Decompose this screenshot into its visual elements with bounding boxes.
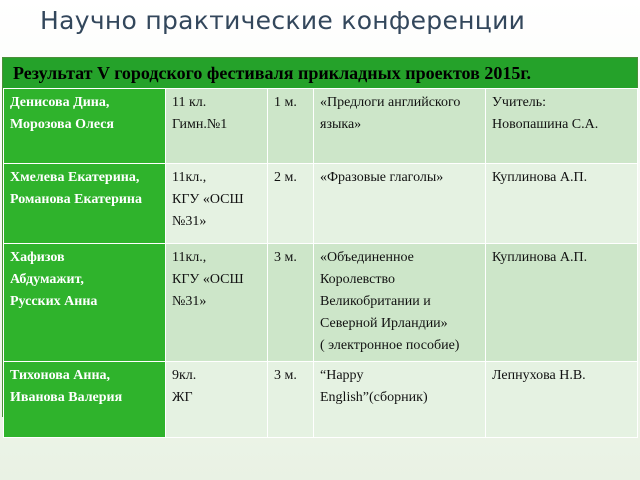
topic-cell	[314, 244, 486, 362]
results-table	[2, 57, 638, 417]
teacher-cell	[486, 164, 638, 244]
participants-cell	[4, 362, 166, 438]
topic-line: Великобритании и	[320, 294, 431, 309]
class-line: Гимн.№1	[172, 117, 228, 132]
topic-line: Королевство	[320, 272, 396, 287]
class-cell	[166, 362, 268, 438]
class-line: ЖГ	[172, 390, 193, 405]
participant-name: Иванова Валерия	[10, 390, 123, 405]
teacher-cell	[486, 244, 638, 362]
class-line: 11 кл.	[172, 95, 207, 110]
class-line: №31»	[172, 214, 207, 229]
table-row	[4, 164, 638, 244]
place-value: 3 м.	[274, 368, 297, 383]
class-line: КГУ «ОСШ	[172, 272, 244, 287]
class-cell	[166, 164, 268, 244]
topic-line: «Объединенное	[320, 250, 414, 265]
class-line: №31»	[172, 294, 207, 309]
participants-cell	[4, 244, 166, 362]
class-line: 11кл.,	[172, 250, 207, 265]
topic-line: “Happy	[320, 368, 364, 383]
participants-cell	[4, 164, 166, 244]
table-row	[4, 89, 638, 164]
class-cell	[166, 89, 268, 164]
teacher-line: Лепнухова Н.В.	[492, 368, 586, 383]
topic-line: ( электронное пособие)	[320, 338, 460, 353]
class-line: 9кл.	[172, 368, 197, 383]
topic-line: языка»	[320, 117, 362, 132]
topic-cell	[314, 362, 486, 438]
table-row	[4, 244, 638, 362]
teacher-line: Учитель:	[492, 95, 547, 110]
topic-line: English”(сборник)	[320, 390, 428, 405]
class-line: 11кл.,	[172, 170, 207, 185]
participant-name: Русских Анна	[10, 294, 98, 309]
table-row	[4, 362, 638, 438]
teacher-line: Куплинова А.П.	[492, 250, 588, 265]
class-cell	[166, 244, 268, 362]
place-value: 1 м.	[274, 95, 297, 110]
participant-name: Хмелева Екатерина,	[10, 170, 140, 185]
teacher-cell	[486, 362, 638, 438]
place-cell	[268, 89, 314, 164]
slide-title: Научно практические конференции	[40, 6, 526, 35]
topic-cell	[314, 164, 486, 244]
participant-name: Хафизов	[10, 250, 65, 265]
teacher-line: Куплинова А.П.	[492, 170, 588, 185]
topic-line: «Предлоги английского	[320, 95, 461, 110]
participants-cell	[4, 89, 166, 164]
topic-line: Северной Ирландии»	[320, 316, 448, 331]
participant-name: Морозова Олеся	[10, 117, 114, 132]
participant-name: Романова Екатерина	[10, 192, 142, 207]
results-grid	[3, 88, 638, 438]
participant-name: Тихонова Анна,	[10, 368, 111, 383]
place-value: 3 м.	[274, 250, 297, 265]
class-line: КГУ «ОСШ	[172, 192, 244, 207]
place-cell	[268, 164, 314, 244]
topic-line: «Фразовые глаголы»	[320, 170, 444, 185]
topic-cell	[314, 89, 486, 164]
teacher-line: Новопашина С.А.	[492, 117, 599, 132]
place-value: 2 м.	[274, 170, 297, 185]
teacher-cell	[486, 89, 638, 164]
participant-name: Денисова Дина,	[10, 95, 110, 110]
participant-name: Абдумажит,	[10, 272, 84, 287]
place-cell	[268, 244, 314, 362]
table-header: Результат V городского фестиваля прикладных проектов 2015г.	[3, 58, 637, 88]
place-cell	[268, 362, 314, 438]
